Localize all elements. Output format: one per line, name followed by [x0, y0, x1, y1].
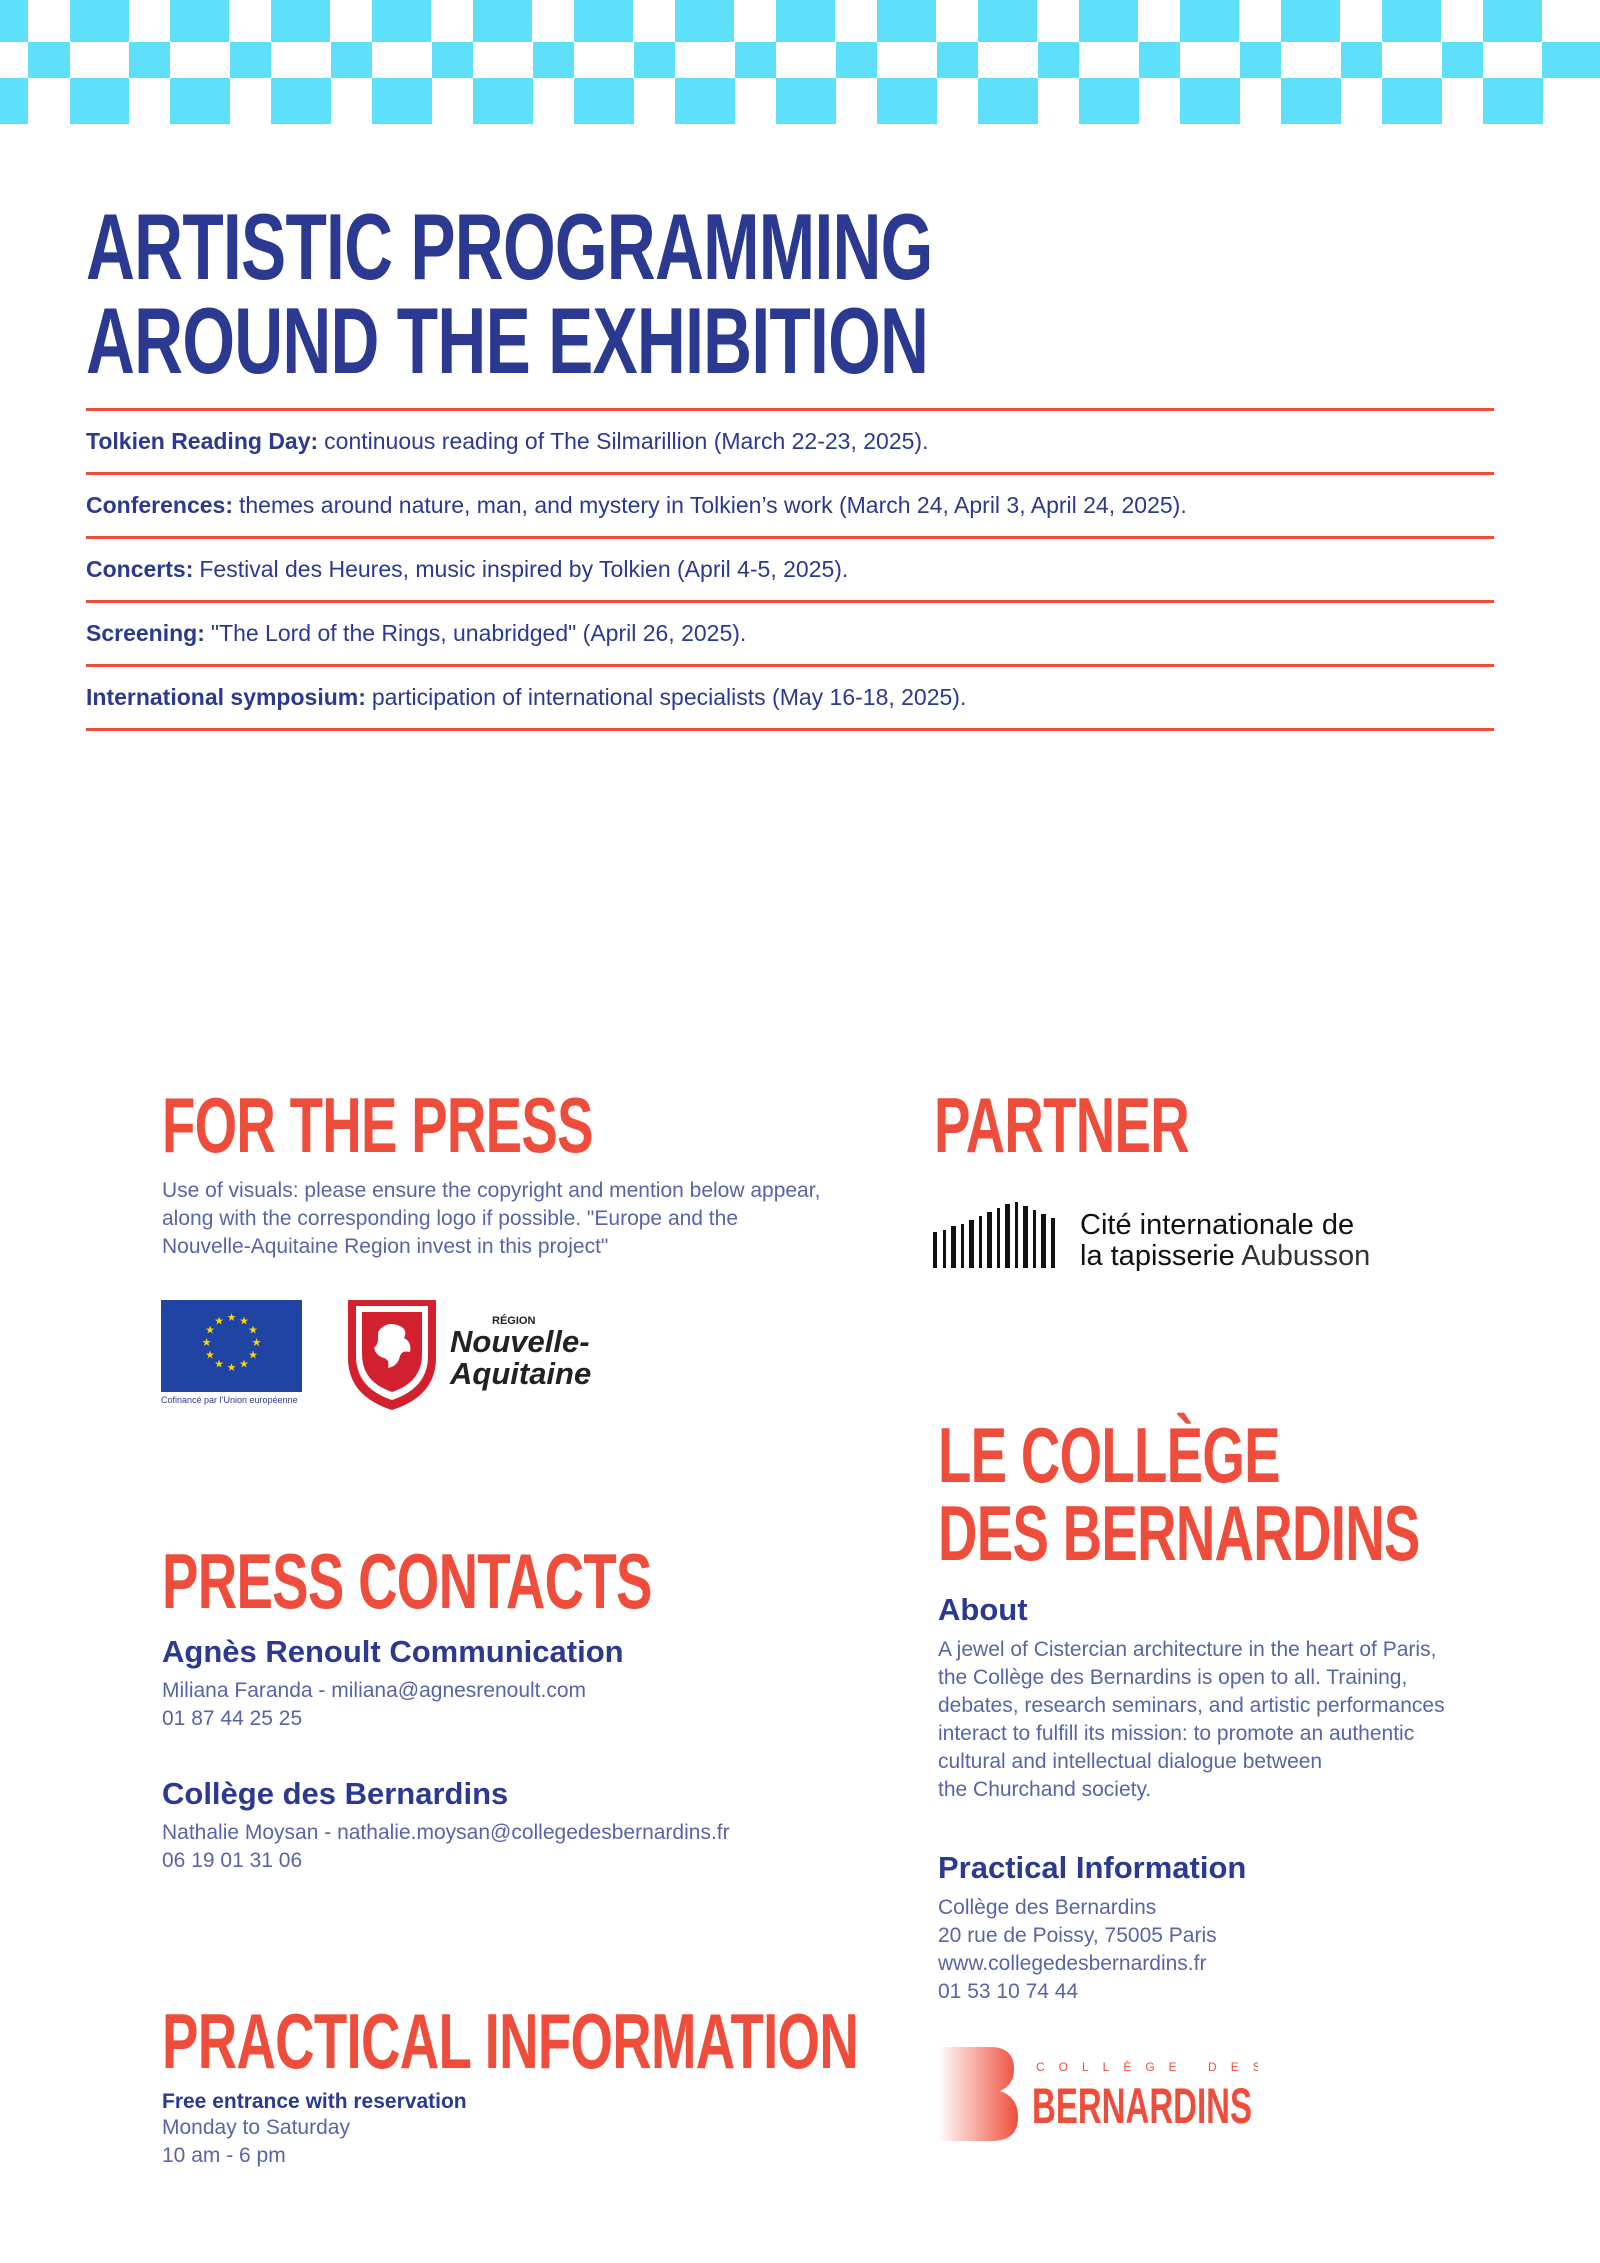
agency-contact: Miliana Faranda - miliana@agnesrenoult.com 01 87 44 25 25 — [162, 1679, 587, 1730]
title-line-1: ARTISTIC PROGRAMMING — [86, 194, 933, 299]
practical-info-text: Collège des Bernardins 20 rue de Poissy, 75005 Paris www.collegedesbernardins.fr 01 53 10 74 44 — [938, 1896, 1217, 2003]
programme-item-text: Festival des Heures, music inspired by Tolkien (April 4-5, 2025). — [199, 556, 849, 582]
svg-text:★: ★ — [214, 1357, 224, 1371]
programme-item-label: Conferences: — [86, 492, 233, 518]
practical-heading: PRACTICAL INFORMATION — [162, 1997, 859, 2085]
svg-text:★: ★ — [251, 1336, 262, 1349]
programme-item — [86, 664, 1494, 731]
eu-caption: Cofinancé par l’Union européenne — [161, 1395, 298, 1405]
svg-text:Aquitaine: Aquitaine — [450, 1356, 592, 1391]
svg-text:★: ★ — [205, 1348, 215, 1362]
programme-list — [86, 408, 1494, 731]
programme-item-text: themes around nature, man, and mystery in Tolkien’s work (March 24, April 3, April 24, 2025). — [238, 492, 1187, 518]
page-title — [86, 194, 933, 393]
about-text: A jewel of Cistercian architecture in the heart of Paris, the Collège des Bernardins is open to all. Training, debates, research seminars, and artistic performances interact to fulfill its mission: to promote an authentic cultural and intellectual dialogue between the Churchand society. — [938, 1638, 1445, 1801]
entrance-note: Free entrance with reservation — [162, 2090, 467, 2113]
svg-text:COLLÈGE DES: COLLÈGE DES — [1036, 2060, 1258, 2074]
press-contacts-heading: PRESS CONTACTS — [162, 1537, 652, 1625]
college-contact: Nathalie Moysan - nathalie.moysan@collegedesbernardins.fr 06 19 01 31 06 — [162, 1821, 730, 1872]
programme-item — [86, 536, 1494, 600]
programme-item — [86, 600, 1494, 664]
svg-text:★: ★ — [205, 1323, 215, 1337]
programme-item-label: Concerts: — [86, 556, 194, 582]
tapestry-barcode-logo — [933, 1200, 1058, 1275]
svg-text:★: ★ — [226, 1311, 237, 1324]
practical-info-title: Practical Information — [938, 1850, 1247, 1885]
eu-flag-logo — [161, 1300, 302, 1392]
svg-text:★: ★ — [248, 1348, 258, 1362]
partner-name: Cité internationale de la tapisserie Aubusson — [1080, 1209, 1371, 1272]
checkerboard-banner — [0, 0, 1600, 124]
svg-text:★: ★ — [214, 1314, 224, 1328]
programme-item-text: continuous reading of The Silmarillion (March 22-23, 2025). — [324, 428, 929, 454]
svg-text:★: ★ — [239, 1357, 249, 1371]
programme-item-label: International symposium: — [86, 684, 366, 710]
programme-item-label: Screening: — [86, 620, 205, 646]
college-contact-name: Collège des Bernardins — [162, 1776, 509, 1811]
programme-item-label: Tolkien Reading Day: — [86, 428, 319, 454]
bernardins-logo — [938, 2045, 1258, 2150]
svg-text:BERNARDINS: BERNARDINS — [1032, 2078, 1253, 2134]
svg-text:RÉGION: RÉGION — [492, 1315, 536, 1327]
region-nouvelle-aquitaine-logo — [344, 1296, 604, 1417]
press-heading: FOR THE PRESS — [162, 1081, 593, 1169]
programme-item-text: participation of international specialists (May 16-18, 2025). — [371, 684, 967, 710]
about-title: About — [938, 1592, 1028, 1627]
agency-name: Agnès Renoult Communication — [162, 1634, 624, 1669]
college-heading: LE COLLÈGE DES BERNARDINS — [938, 1411, 1420, 1577]
svg-text:★: ★ — [201, 1336, 212, 1349]
title-line-2: AROUND THE EXHIBITION — [86, 288, 929, 393]
programme-item — [86, 408, 1494, 472]
svg-text:★: ★ — [239, 1314, 249, 1328]
programme-item — [86, 472, 1494, 536]
programme-item-text: "The Lord of the Rings, unabridged" (April 26, 2025). — [210, 620, 747, 646]
partner-heading: PARTNER — [934, 1081, 1189, 1169]
svg-text:★: ★ — [248, 1323, 258, 1337]
svg-text:Nouvelle-: Nouvelle- — [450, 1324, 590, 1359]
opening-hours: Monday to Saturday 10 am - 6 pm — [162, 2116, 350, 2167]
svg-text:★: ★ — [226, 1361, 237, 1374]
press-usage-note: Use of visuals: please ensure the copyright and mention below appear, along with the corresponding logo if possible. "Europe and the Nouvelle-Aquitaine Region invest in this project" — [162, 1179, 821, 1258]
